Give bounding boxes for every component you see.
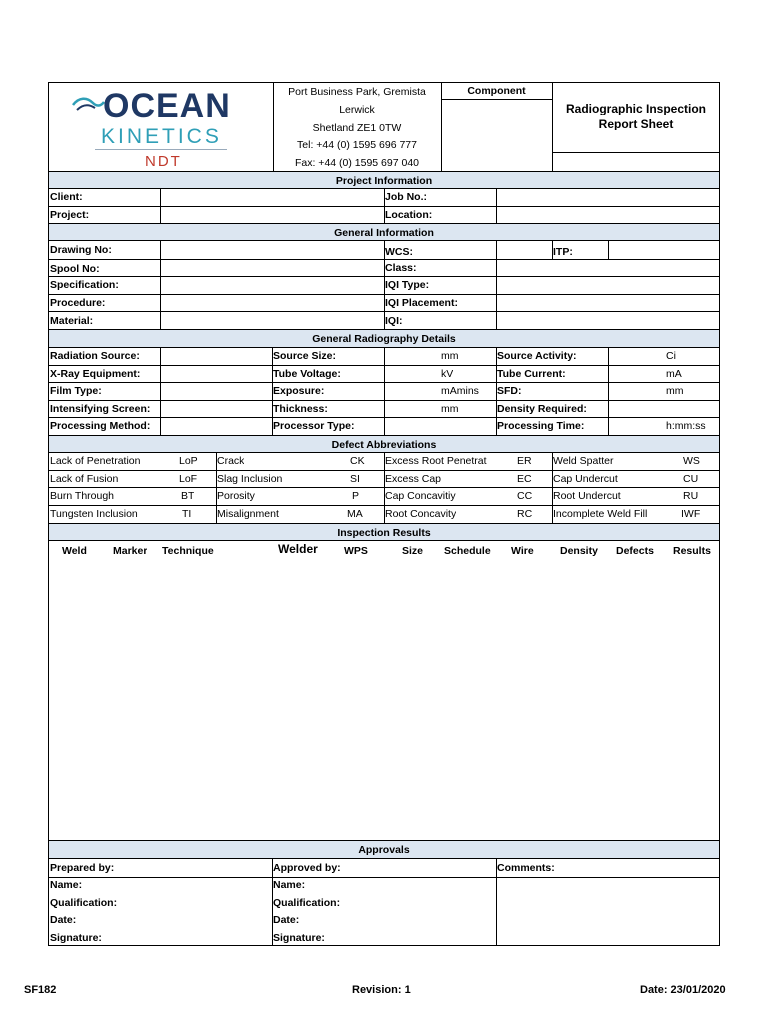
footer-revision: Revision: 1 [352,984,411,996]
defect-code: EC [517,474,532,485]
report-title-line2: Report Sheet [598,118,674,130]
label-date: Date: [50,915,77,926]
label-approved-by: Approved by: [273,863,341,874]
label-class: Class: [385,263,417,274]
unit-ma: mA [666,369,682,380]
col-weld: Weld [62,546,87,557]
defect-code: TI [182,509,192,520]
defect-name: Cap Concavitiy [385,491,456,502]
logo-rule [95,149,227,150]
unit-mm: mm [441,351,459,362]
label-source-size: Source Size: [273,351,337,362]
address-line3: Shetland ZE1 0TW [312,122,402,134]
divider [496,188,497,223]
label-tube-current: Tube Current: [497,369,566,380]
section-general: General Information [49,224,719,240]
divider [160,347,161,435]
label-location: Location: [385,210,433,221]
label-prepared-by: Prepared by: [50,863,115,874]
label-processing-time: Processing Time: [497,421,585,432]
label-date: Date: [273,915,300,926]
divider [49,858,719,859]
defect-code: IWF [681,509,701,520]
defect-name: Lack of Penetration [50,456,141,467]
label-wcs: WCS: [385,247,413,258]
label-procedure: Procedure: [50,298,106,309]
divider [496,240,497,329]
label-specification: Specification: [50,280,119,291]
label-intensifying-screen: Intensifying Screen: [50,404,151,415]
col-defects: Defects [616,546,654,557]
label-iqi: IQI: [385,316,403,327]
footer-date: Date: 23/01/2020 [640,984,726,996]
label-client: Client: [50,192,83,203]
defect-name: Excess Cap [385,474,442,485]
label-processor-type: Processor Type: [273,421,355,432]
report-sheet [48,82,720,946]
defect-code: SI [350,474,360,485]
defect-code: ER [517,456,532,467]
label-tube-voltage: Tube Voltage: [273,369,341,380]
col-technique: Technique [162,546,214,557]
defect-code: P [352,491,360,502]
unit-kv: kV [441,369,454,380]
unit-hms: h:mm:ss [666,421,706,432]
defect-code: LoF [179,474,198,485]
defect-code: CU [683,474,699,485]
divider [608,347,609,435]
defect-code: RU [683,491,699,502]
section-results: Inspection Results [49,524,719,540]
col-density: Density [560,546,598,557]
label-comments: Comments: [497,863,555,874]
label-signature: Signature: [50,933,102,944]
defect-name: Slag Inclusion [217,474,283,485]
address-tel: Tel: +44 (0) 1595 696 777 [297,139,417,151]
divider [49,540,719,541]
company-logo [71,87,261,173]
label-iqi-type: IQI Type: [385,280,430,291]
divider [608,240,609,259]
address-line2: Lerwick [339,104,375,116]
label-material: Material: [50,316,94,327]
defect-name: Tungsten Inclusion [50,509,138,520]
col-size: Size [402,546,424,557]
label-thickness: Thickness: [273,404,328,415]
defect-name: Porosity [217,491,255,502]
divider [160,240,161,329]
col-schedule: Schedule [444,546,491,557]
defect-code: CC [517,491,533,502]
logo-ndt: NDT [145,153,182,170]
col-wire: Wire [511,546,534,557]
report-title-line1: Radiographic Inspection [565,103,706,115]
col-wps: WPS [344,546,368,557]
divider [441,99,552,100]
section-project: Project Information [49,172,719,188]
label-film-type: Film Type: [50,386,102,397]
wave-icon [71,93,105,113]
defect-code: WS [683,456,700,467]
label-spool-no: Spool No: [50,264,100,275]
defect-name: Cap Undercut [553,474,618,485]
divider [552,152,720,153]
defect-name: Burn Through [50,491,115,502]
defect-name: Misalignment [217,509,279,520]
label-itp: ITP: [553,247,573,258]
label-name: Name: [50,880,83,891]
defect-name: Excess Root Penetrat [385,456,487,467]
defect-name: Root Concavity [385,509,457,520]
label-density-required: Density Required: [497,404,587,415]
section-radiography: General Radiography Details [49,330,719,347]
divider [384,347,385,435]
defect-name: Weld Spatter [553,456,614,467]
label-drawing-no: Drawing No: [50,245,112,256]
label-signature: Signature: [273,933,325,944]
col-results: Results [673,546,711,557]
label-exposure: Exposure: [273,386,325,397]
label-source-activity: Source Activity: [497,351,577,362]
section-approvals: Approvals [49,841,719,858]
component-label: Component [467,86,526,97]
label-qualification: Qualification: [273,898,341,909]
label-iqi-placement: IQI Placement: [385,298,458,309]
label-processing-method: Processing Method: [50,421,151,432]
label-qualification: Qualification: [50,898,118,909]
label-project: Project: [50,210,90,221]
defect-name: Lack of Fusion [50,474,119,485]
footer-form-number: SF182 [24,984,57,996]
defect-code: BT [181,491,195,502]
unit-mamins: mAmins [441,386,479,397]
section-defects: Defect Abbreviations [49,436,719,452]
defect-code: CK [350,456,365,467]
address-fax: Fax: +44 (0) 1595 697 040 [294,157,420,169]
unit-mm: mm [441,404,459,415]
col-welder: Welder [278,543,318,555]
defect-code: LoP [179,456,198,467]
label-name: Name: [273,880,306,891]
divider [49,877,719,878]
unit-mm: mm [666,386,684,397]
defect-code: RC [517,509,533,520]
divider [160,188,161,223]
label-radiation-source: Radiation Source: [50,351,140,362]
defect-name: Incomplete Weld Fill [553,509,648,520]
defect-name: Root Undercut [553,491,621,502]
col-marker: Marker [113,546,148,557]
label-job-no: Job No.: [385,192,427,203]
defect-code: MA [347,509,363,520]
unit-ci: Ci [666,351,676,362]
logo-ocean: OCEAN [103,87,231,125]
label-xray-equipment: X-Ray Equipment: [50,369,141,380]
label-sfd: SFD: [497,386,522,397]
logo-kinetics: KINETICS [101,125,222,148]
defect-name: Crack [217,456,245,467]
address-line1: Port Business Park, Gremista [288,86,426,98]
